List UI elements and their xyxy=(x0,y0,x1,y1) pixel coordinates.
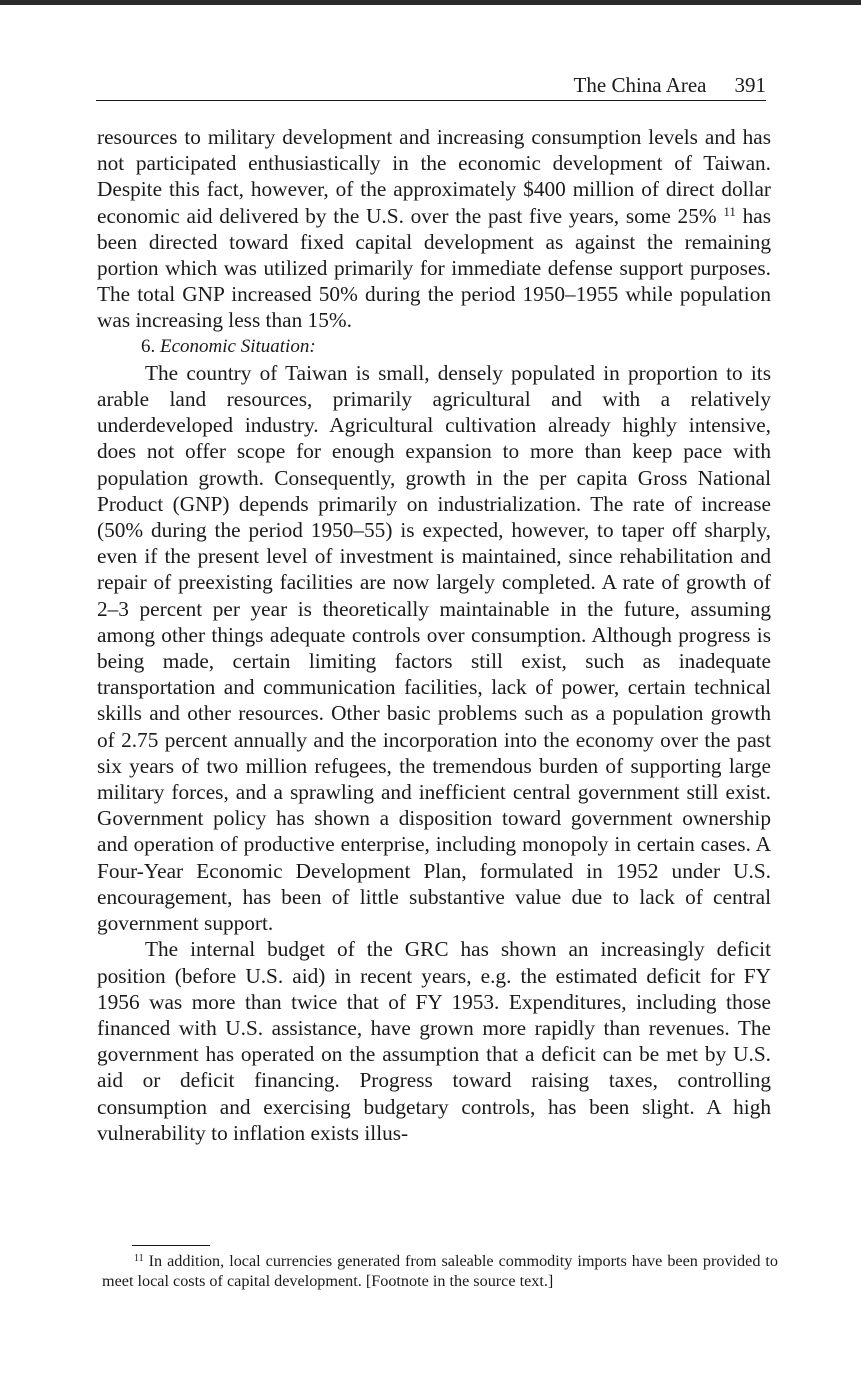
footnote-number: 11 xyxy=(134,1253,144,1264)
footnote-divider xyxy=(132,1245,210,1246)
footnote xyxy=(102,1251,778,1291)
section-number: 6. xyxy=(141,335,156,357)
chapter-title: The China Area xyxy=(573,73,707,97)
section-heading xyxy=(97,334,771,360)
paragraph-aid-continuation xyxy=(97,124,771,334)
footnote-text: In addition, local currencies generated from saleable commodity imports have been provided to meet local costs of capital development. [Footnote in the source text.] xyxy=(102,1252,778,1290)
running-head xyxy=(96,70,766,101)
footnote-reference: 11 xyxy=(723,203,736,219)
paragraph-economic-situation: The country of Taiwan is small, densely populated in proportion to its arable land resources, primarily agricultural and with a relatively underdeveloped industry. Agricultural cultivation already highly intensive, does not offer scope for enough expansion to more than keep pace with population growth. Consequently, growth in the per capita Gross National Product (GNP) depends primarily on industrialization. The rate of increase (50% during the period 1950–55) is expected, however, to taper off sharply, even if the present level of investment is maintained, since rehabilitation and repair of preexisting facilities are now largely completed. A rate of growth of 2–3 percent per year is theoretically maintainable in the future, assuming among other things adequate controls over consumption. Although progress is being made, certain limiting factors still exist, such as inadequate transportation and communication facilities, lack of power, certain technical skills and other resources. Other basic problems such as a population growth of 2.75 percent annually and the incorporation into the economy over the past six years of two million refugees, the tremendous burden of supporting large military forces, and a sprawling and inefficient central government still exist. Government policy has shown a disposition toward government ownership and operation of productive enterprise, including monopoly in certain cases. A Four-Year Economic Development Plan, formulated in 1952 under U.S. encouragement, has been of little substantive value due to lack of central government support. xyxy=(97,360,771,936)
page-number: 391 xyxy=(734,73,766,97)
body-text xyxy=(97,124,771,1146)
paragraph-internal-budget: The internal budget of the GRC has shown an increasingly deficit position (before U.S. aid) in recent years, e.g. the estimated deficit for FY 1956 was more than twice that of FY 1953. Expenditures, including those financed with U.S. assistance, have grown more rapidly than revenues. The government has operated on the assumption that a deficit can be met by U.S. aid or deficit financing. Progress toward raising taxes, controlling consumption and exercising budgetary controls, has been slight. A high vulnerability to inflation exists illus- xyxy=(97,937,771,1145)
scan-edge-shadow xyxy=(0,0,861,5)
paragraph-aid-text-before-ref: resources to military development and increasing consumption levels and has not participated enthusiastically in the economic development of Taiwan. Despite this fact, however, of the approximately $400 million of direct dollar economic aid delivered by the U.S. over the past five years, some 25% xyxy=(97,125,771,228)
section-title: Economic Situation: xyxy=(160,335,316,357)
paragraph-aid-text-after-ref: has been directed toward fixed capital development as against the remaining portion which was utilized primarily for immediate defense support purposes. The total GNP increased 50% during the period 1950–1955 while population was increasing less than 15%. xyxy=(97,203,772,333)
